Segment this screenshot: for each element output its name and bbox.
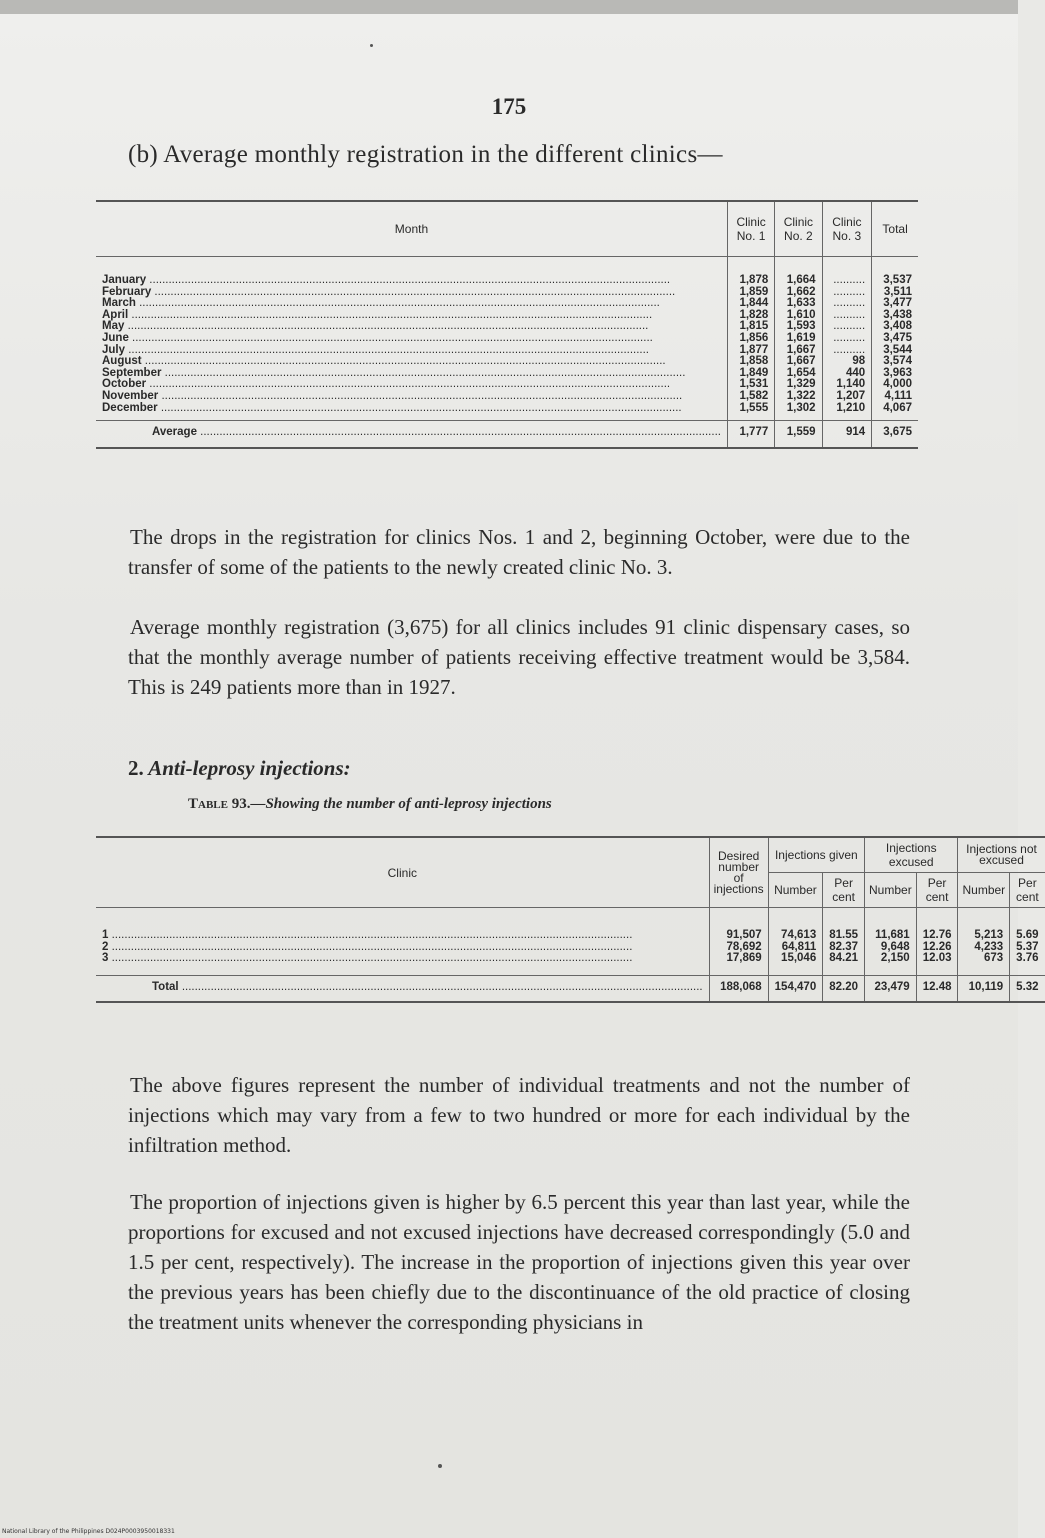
month-label: January .....	[96, 257, 727, 287]
average-row	[96, 421, 918, 448]
month-label: February .....	[96, 287, 727, 299]
cell-given-n: 15,046	[768, 953, 823, 975]
cell-nexc-n: 4,233	[958, 942, 1010, 954]
injections-table	[96, 836, 1045, 1003]
clinic2-value: 1,619	[775, 333, 822, 345]
month-label: March .....	[96, 298, 727, 310]
clinic3-value: 440	[822, 368, 872, 380]
cell-given-p: 84.21	[823, 953, 865, 975]
paragraph-4: The proportion of injections given is higher by 6.5 percent this year than last year, while the proportions for excused and not excused injections have decreased correspondingly (5.0 and 1.5 per cent, respectively). The increase in the proportion of injections given this year over the previous years has been chiefly due to the discontinuance of the old practice of closing the treatment units whenever the corresponding physicians in	[128, 1190, 910, 1334]
total-value: 3,477	[872, 298, 918, 310]
clinic2-value: 1,610	[775, 310, 822, 322]
clinic2-value: 1,302	[775, 403, 822, 421]
scan-top-band	[0, 0, 1018, 14]
clinic3-value: 1,210	[822, 403, 872, 421]
clinic3-value: 1,140	[822, 379, 872, 391]
clinic3-value: ..........	[822, 310, 872, 322]
month-row	[96, 257, 918, 287]
average-clinic2: 1,559	[775, 421, 822, 448]
cell-given-p: 82.37	[823, 942, 865, 954]
page-number: 175	[491, 94, 527, 119]
subheading-number: 2.	[128, 756, 144, 780]
average-clinic3: 914	[822, 421, 872, 448]
cell-desired: 17,869	[709, 953, 768, 975]
clinic-row	[96, 953, 1045, 975]
clinic1-value: 1,877	[727, 345, 774, 357]
col-given-number: Number	[768, 873, 823, 908]
scan-footer: National Library of the Philippines D024P0003950018331	[2, 1528, 175, 1535]
month-label: December .....	[96, 403, 727, 421]
total-notexcused-percent: 5.32	[1010, 975, 1045, 1002]
cell-exc-p: 12.03	[916, 953, 958, 975]
month-label: September .....	[96, 368, 727, 380]
col-clinic3: Clinic No. 3	[822, 201, 872, 257]
total-label: Total .....	[96, 975, 709, 1002]
clinic3-value: ..........	[822, 298, 872, 310]
cell-desired: 91,507	[709, 908, 768, 942]
total-value: 3,537	[872, 257, 918, 287]
clinic3-value: 1,207	[822, 391, 872, 403]
caption-text: —Showing the number of anti-leprosy injections	[250, 796, 552, 812]
paragraph-3: The above figures represent the number of individual treatments and not the number of injections which may vary from a few to two hundred or more for each individual by the infiltration method.	[128, 1073, 910, 1157]
month-row	[96, 356, 918, 368]
cell-nexc-n: 673	[958, 953, 1010, 975]
caption-label: Table 93.	[188, 796, 251, 812]
cell-exc-p: 12.26	[916, 942, 958, 954]
clinic1-value: 1,859	[727, 287, 774, 299]
col-total: Total	[872, 201, 918, 257]
injections-table-body	[96, 908, 1045, 976]
col-injections-given: Injections given	[768, 837, 864, 873]
total-value: 3,574	[872, 356, 918, 368]
col-desired: Desired number of injections	[709, 837, 768, 908]
col-notexcused-number: Number	[958, 873, 1010, 908]
registration-table-body	[96, 257, 918, 421]
document-page	[0, 14, 1039, 1538]
cell-desired: 78,692	[709, 942, 768, 954]
total-desired: 188,068	[709, 975, 768, 1002]
clinic2-value: 1,322	[775, 391, 822, 403]
registration-table	[96, 200, 918, 449]
clinic2-value: 1,633	[775, 298, 822, 310]
cell-given-n: 74,613	[768, 908, 823, 942]
col-clinic: Clinic	[96, 837, 709, 908]
total-given-percent: 82.20	[823, 975, 865, 1002]
month-label: October .....	[96, 379, 727, 391]
month-label: June .....	[96, 333, 727, 345]
clinic2-value: 1,664	[775, 257, 822, 287]
cell-exc-n: 2,150	[865, 953, 917, 975]
table-caption	[188, 796, 552, 813]
average-total: 3,675	[872, 421, 918, 448]
clinic2-value: 1,329	[775, 379, 822, 391]
month-label: August .....	[96, 356, 727, 368]
clinic-label: 1 .....	[96, 908, 709, 942]
col-given-percent: Per cent	[823, 873, 865, 908]
paragraph-2: Average monthly registration (3,675) for all clinics includes 91 clinic dispensary cases, so that the monthly average number of patients receiving effective treatment would be 3,584. This is 249 patients more than in 1927.	[128, 615, 910, 699]
col-injections-not-excused: Injections not excused	[958, 837, 1045, 873]
subheading	[128, 756, 351, 781]
col-excused-percent: Per cent	[916, 873, 958, 908]
total-value: 3,963	[872, 368, 918, 380]
cell-nexc-p: 5.37	[1010, 942, 1045, 954]
clinic3-value: ..........	[822, 333, 872, 345]
month-label: April .....	[96, 310, 727, 322]
clinic1-value: 1,858	[727, 356, 774, 368]
month-row	[96, 391, 918, 403]
total-excused-percent: 12.48	[916, 975, 958, 1002]
clinic3-value: 98	[822, 356, 872, 368]
col-clinic2: Clinic No. 2	[775, 201, 822, 257]
clinic-label: 2 .....	[96, 942, 709, 954]
month-label: July .....	[96, 345, 727, 357]
clinic2-value: 1,662	[775, 287, 822, 299]
scan-speck	[438, 1464, 442, 1468]
clinic3-value: ..........	[822, 287, 872, 299]
clinic1-value: 1,582	[727, 391, 774, 403]
clinic1-value: 1,828	[727, 310, 774, 322]
clinic-label: 3 .....	[96, 953, 709, 975]
col-clinic1: Clinic No. 1	[727, 201, 774, 257]
col-injections-excused: Injections excused	[865, 837, 958, 873]
total-notexcused-number: 10,119	[958, 975, 1010, 1002]
total-value: 4,000	[872, 379, 918, 391]
col-notexcused-percent: Per cent	[1010, 873, 1045, 908]
clinic2-value: 1,667	[775, 345, 822, 357]
clinic1-value: 1,849	[727, 368, 774, 380]
total-value: 3,408	[872, 321, 918, 333]
clinic1-value: 1,856	[727, 333, 774, 345]
total-excused-number: 23,479	[865, 975, 917, 1002]
paragraph-1: The drops in the registration for clinics Nos. 1 and 2, beginning October, were due to the transfer of some of the patients to the newly created clinic No. 3.	[128, 525, 910, 579]
cell-nexc-n: 5,213	[958, 908, 1010, 942]
cell-given-n: 64,811	[768, 942, 823, 954]
scan-speck	[370, 44, 373, 47]
clinic3-value: ..........	[822, 257, 872, 287]
col-excused-number: Number	[865, 873, 917, 908]
clinic-row	[96, 908, 1045, 942]
average-clinic1: 1,777	[727, 421, 774, 448]
cell-exc-n: 11,681	[865, 908, 917, 942]
clinic1-value: 1,844	[727, 298, 774, 310]
month-label: May .....	[96, 321, 727, 333]
col-month: Month	[96, 201, 727, 257]
cell-nexc-p: 5.69	[1010, 908, 1045, 942]
total-value: 3,544	[872, 345, 918, 357]
total-value: 3,438	[872, 310, 918, 322]
month-row	[96, 333, 918, 345]
cell-nexc-p: 3.76	[1010, 953, 1045, 975]
clinic1-value: 1,555	[727, 403, 774, 421]
average-label: Average .....	[96, 421, 727, 448]
month-row	[96, 403, 918, 421]
month-label: November .....	[96, 391, 727, 403]
section-heading: (b) Average monthly registration in the different clinics—	[128, 141, 723, 168]
clinic1-value: 1,815	[727, 321, 774, 333]
cell-exc-n: 9,648	[865, 942, 917, 954]
clinic2-value: 1,667	[775, 356, 822, 368]
clinic2-value: 1,593	[775, 321, 822, 333]
total-value: 3,511	[872, 287, 918, 299]
subheading-text: Anti-leprosy injections:	[148, 756, 351, 780]
clinic1-value: 1,878	[727, 257, 774, 287]
total-row	[96, 975, 1045, 1002]
cell-exc-p: 12.76	[916, 908, 958, 942]
cell-given-p: 81.55	[823, 908, 865, 942]
total-value: 4,067	[872, 403, 918, 421]
total-value: 4,111	[872, 391, 918, 403]
total-value: 3,475	[872, 333, 918, 345]
clinic3-value: ..........	[822, 321, 872, 333]
total-given-number: 154,470	[768, 975, 823, 1002]
clinic1-value: 1,531	[727, 379, 774, 391]
clinic2-value: 1,654	[775, 368, 822, 380]
clinic3-value: ..........	[822, 345, 872, 357]
